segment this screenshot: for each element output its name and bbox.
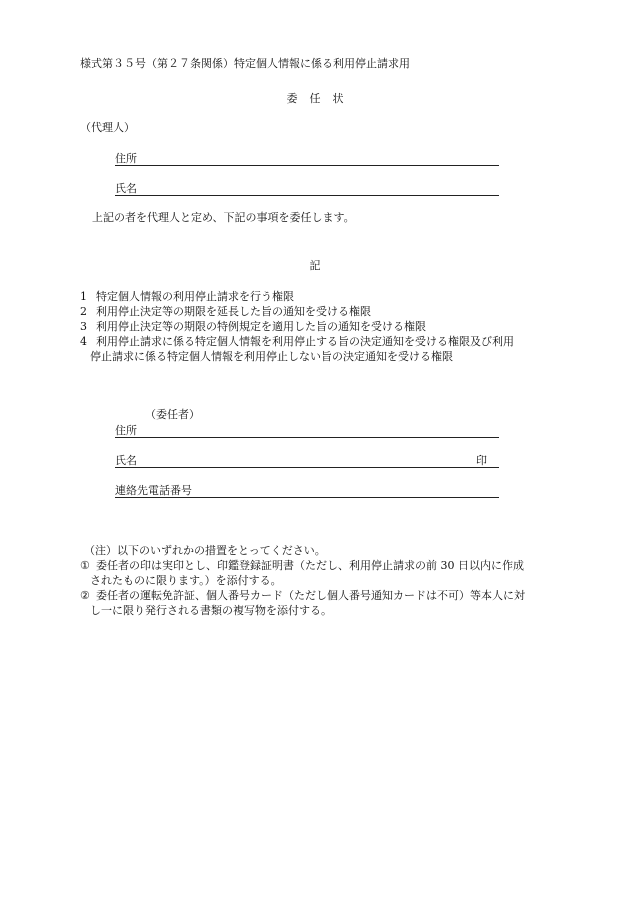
ki-heading: 記 (309, 259, 321, 272)
principal-address-field[interactable] (115, 421, 499, 438)
agent-address-field[interactable] (115, 149, 499, 166)
item-text: 利用停止請求に係る特定個人情報を利用停止する旨の決定通知を受ける権限及び利用 (96, 335, 514, 348)
note-text: 委任者の運転免許証、個人番号カード（ただし個人番号通知カードは不可）等本人に対 (96, 589, 525, 602)
page-title: 委任状 (286, 92, 356, 105)
item-text: 特定個人情報の利用停止請求を行う権限 (96, 290, 294, 303)
agent-heading: （代理人） (80, 121, 135, 134)
note-item (80, 559, 524, 575)
item-number: 3 (80, 320, 87, 333)
seal-mark: 印 (476, 454, 487, 467)
agent-name-field[interactable] (115, 179, 499, 196)
item-text-continuation: 停止請求に係る特定個人情報を利用停止しない旨の決定通知を受ける権限 (90, 350, 453, 363)
note-text-continuation: し一に限り発行される書類の複写物を添付する。 (90, 604, 332, 617)
principal-heading: （委任者） (145, 408, 200, 421)
list-item (80, 291, 453, 306)
delegation-statement: 上記の者を代理人と定め、下記の事項を委任します。 (92, 211, 355, 224)
list-item (80, 335, 514, 351)
item-number: 4 (80, 335, 87, 348)
list-item (80, 321, 453, 336)
principal-phone-field[interactable] (115, 481, 499, 498)
item-text: 利用停止決定等の期限を延長した旨の通知を受ける権限 (96, 305, 371, 318)
item-number: 2 (80, 305, 87, 318)
note-text: 委任者の印は実印とし、印鑑登録証明書（ただし、利用停止請求の前 30 日以内に作成 (96, 559, 524, 572)
notes-section (80, 544, 525, 620)
note-mark: ① (80, 559, 90, 572)
agent-address-label: 住所 (115, 152, 137, 165)
item-number: 1 (80, 290, 87, 303)
principal-address-label: 住所 (115, 424, 137, 437)
item-text: 利用停止決定等の期限の特例規定を適用した旨の通知を受ける権限 (96, 320, 426, 333)
note-mark: ② (80, 589, 90, 602)
delegated-items-list (80, 290, 514, 366)
notes-heading: （注）以下のいずれかの措置をとってください。 (84, 544, 326, 557)
note-text-continuation: されたものに限ります。）を添付する。 (90, 574, 282, 587)
form-number: 様式第３５号（第２７条関係）特定個人情報に係る利用停止請求用 (80, 57, 410, 70)
principal-phone-label: 連絡先電話番号 (115, 484, 192, 497)
principal-name-field[interactable] (115, 451, 499, 468)
note-item (80, 589, 525, 605)
agent-name-label: 氏名 (115, 182, 137, 195)
list-item (80, 306, 453, 321)
principal-name-label: 氏名 (115, 454, 137, 467)
